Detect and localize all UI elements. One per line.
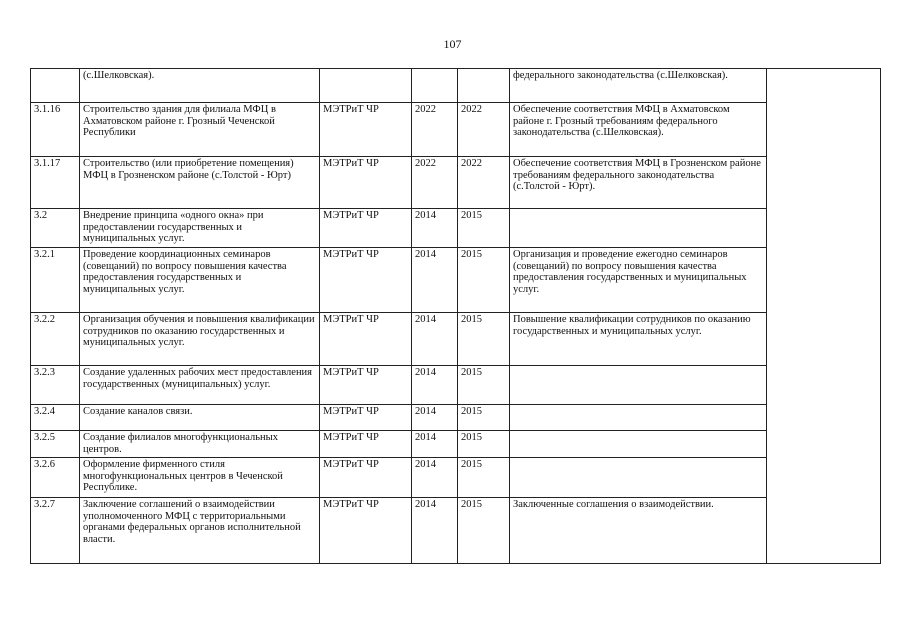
start-year: 2014 xyxy=(412,366,458,405)
start-year: 2022 xyxy=(412,157,458,209)
end-year: 2015 xyxy=(458,458,510,498)
activity-name: Заключение соглашений о взаимодействии уполномоченного МФЦ с территориальными органами федеральных органов исполнительной власти. xyxy=(80,498,320,564)
expected-result xyxy=(510,209,767,248)
activity-name: Строительство здания для филиала МФЦ в Ахматовском районе г. Грозный Чеченской Республики xyxy=(80,103,320,157)
table-row xyxy=(31,405,881,431)
executor xyxy=(320,69,412,103)
row-number: 3.1.16 xyxy=(31,103,80,157)
start-year: 2014 xyxy=(412,209,458,248)
table-row xyxy=(31,313,881,366)
activity-name: Оформление фирменного стиля многофункциональных центров в Чеченской Республике. xyxy=(80,458,320,498)
activity-name: Строительство (или приобретение помещения) МФЦ в Грозненском районе (с.Толстой - Юрт) xyxy=(80,157,320,209)
executor: МЭТРиТ ЧР xyxy=(320,458,412,498)
end-year: 2022 xyxy=(458,103,510,157)
row-number: 3.2.2 xyxy=(31,313,80,366)
activity-name: Проведение координационных семинаров (совещаний) по вопросу повышения качества предоставления государственных и муниципальных услуг. xyxy=(80,248,320,313)
expected-result: Повышение квалификации сотрудников по оказанию государственных и муниципальных услуг. xyxy=(510,313,767,366)
executor: МЭТРиТ ЧР xyxy=(320,405,412,431)
end-year: 2015 xyxy=(458,431,510,458)
end-year: 2015 xyxy=(458,313,510,366)
row-number: 3.2 xyxy=(31,209,80,248)
activity-name: Создание филиалов многофункциональных центров. xyxy=(80,431,320,458)
activity-name: Организация обучения и повышения квалификации сотрудников по оказанию государственных и муниципальных услуг. xyxy=(80,313,320,366)
end-year: 2015 xyxy=(458,209,510,248)
expected-result xyxy=(510,431,767,458)
table-row xyxy=(31,431,881,458)
executor: МЭТРиТ ЧР xyxy=(320,498,412,564)
expected-result xyxy=(510,366,767,405)
end-year: 2015 xyxy=(458,366,510,405)
row-number: 3.2.3 xyxy=(31,366,80,405)
end-year: 2015 xyxy=(458,248,510,313)
activity-table xyxy=(30,68,881,564)
start-year: 2014 xyxy=(412,458,458,498)
expected-result: Организация и проведение ежегодно семинаров (совещаний) по вопросу повышения качества предоставления государственных и муниципальных услуг. xyxy=(510,248,767,313)
activity-name: Создание удаленных рабочих мест предоставления государственных (муниципальных) услуг. xyxy=(80,366,320,405)
start-year: 2014 xyxy=(412,431,458,458)
row-number: 3.1.17 xyxy=(31,157,80,209)
table-row xyxy=(31,498,881,564)
end-year: 2015 xyxy=(458,405,510,431)
activity-name: Внедрение принципа «одного окна» при предоставлении государственных и муниципальных услуг. xyxy=(80,209,320,248)
row-number: 3.2.6 xyxy=(31,458,80,498)
table-row xyxy=(31,157,881,209)
executor: МЭТРиТ ЧР xyxy=(320,248,412,313)
expected-result: Обеспечение соответствия МФЦ в Ахматовском районе г. Грозный требованиям федерального законодательства (с.Шелковская). xyxy=(510,103,767,157)
executor: МЭТРиТ ЧР xyxy=(320,103,412,157)
start-year: 2022 xyxy=(412,103,458,157)
table-row xyxy=(31,69,881,103)
table-row xyxy=(31,366,881,405)
table-row xyxy=(31,458,881,498)
row-number: 3.2.1 xyxy=(31,248,80,313)
executor: МЭТРиТ ЧР xyxy=(320,157,412,209)
expected-result: Обеспечение соответствия МФЦ в Грозненском районе требованиям федерального законодательства (с.Толстой - Юрт). xyxy=(510,157,767,209)
table-row xyxy=(31,209,881,248)
start-year xyxy=(412,69,458,103)
activity-name: (с.Шелковская). xyxy=(80,69,320,103)
activity-name: Создание каналов связи. xyxy=(80,405,320,431)
row-number xyxy=(31,69,80,103)
row-number: 3.2.4 xyxy=(31,405,80,431)
start-year: 2014 xyxy=(412,313,458,366)
end-year: 2015 xyxy=(458,498,510,564)
executor: МЭТРиТ ЧР xyxy=(320,313,412,366)
row-number: 3.2.5 xyxy=(31,431,80,458)
executor: МЭТРиТ ЧР xyxy=(320,209,412,248)
row-number: 3.2.7 xyxy=(31,498,80,564)
expected-result xyxy=(510,405,767,431)
executor: МЭТРиТ ЧР xyxy=(320,366,412,405)
expected-result: Заключенные соглашения о взаимодействии. xyxy=(510,498,767,564)
extra-cell xyxy=(767,69,881,564)
expected-result xyxy=(510,458,767,498)
table-row xyxy=(31,248,881,313)
end-year: 2022 xyxy=(458,157,510,209)
page-number: 107 xyxy=(443,37,462,51)
start-year: 2014 xyxy=(412,498,458,564)
start-year: 2014 xyxy=(412,405,458,431)
table-row xyxy=(31,103,881,157)
start-year: 2014 xyxy=(412,248,458,313)
end-year xyxy=(458,69,510,103)
executor: МЭТРиТ ЧР xyxy=(320,431,412,458)
expected-result: федерального законодательства (с.Шелковская). xyxy=(510,69,767,103)
